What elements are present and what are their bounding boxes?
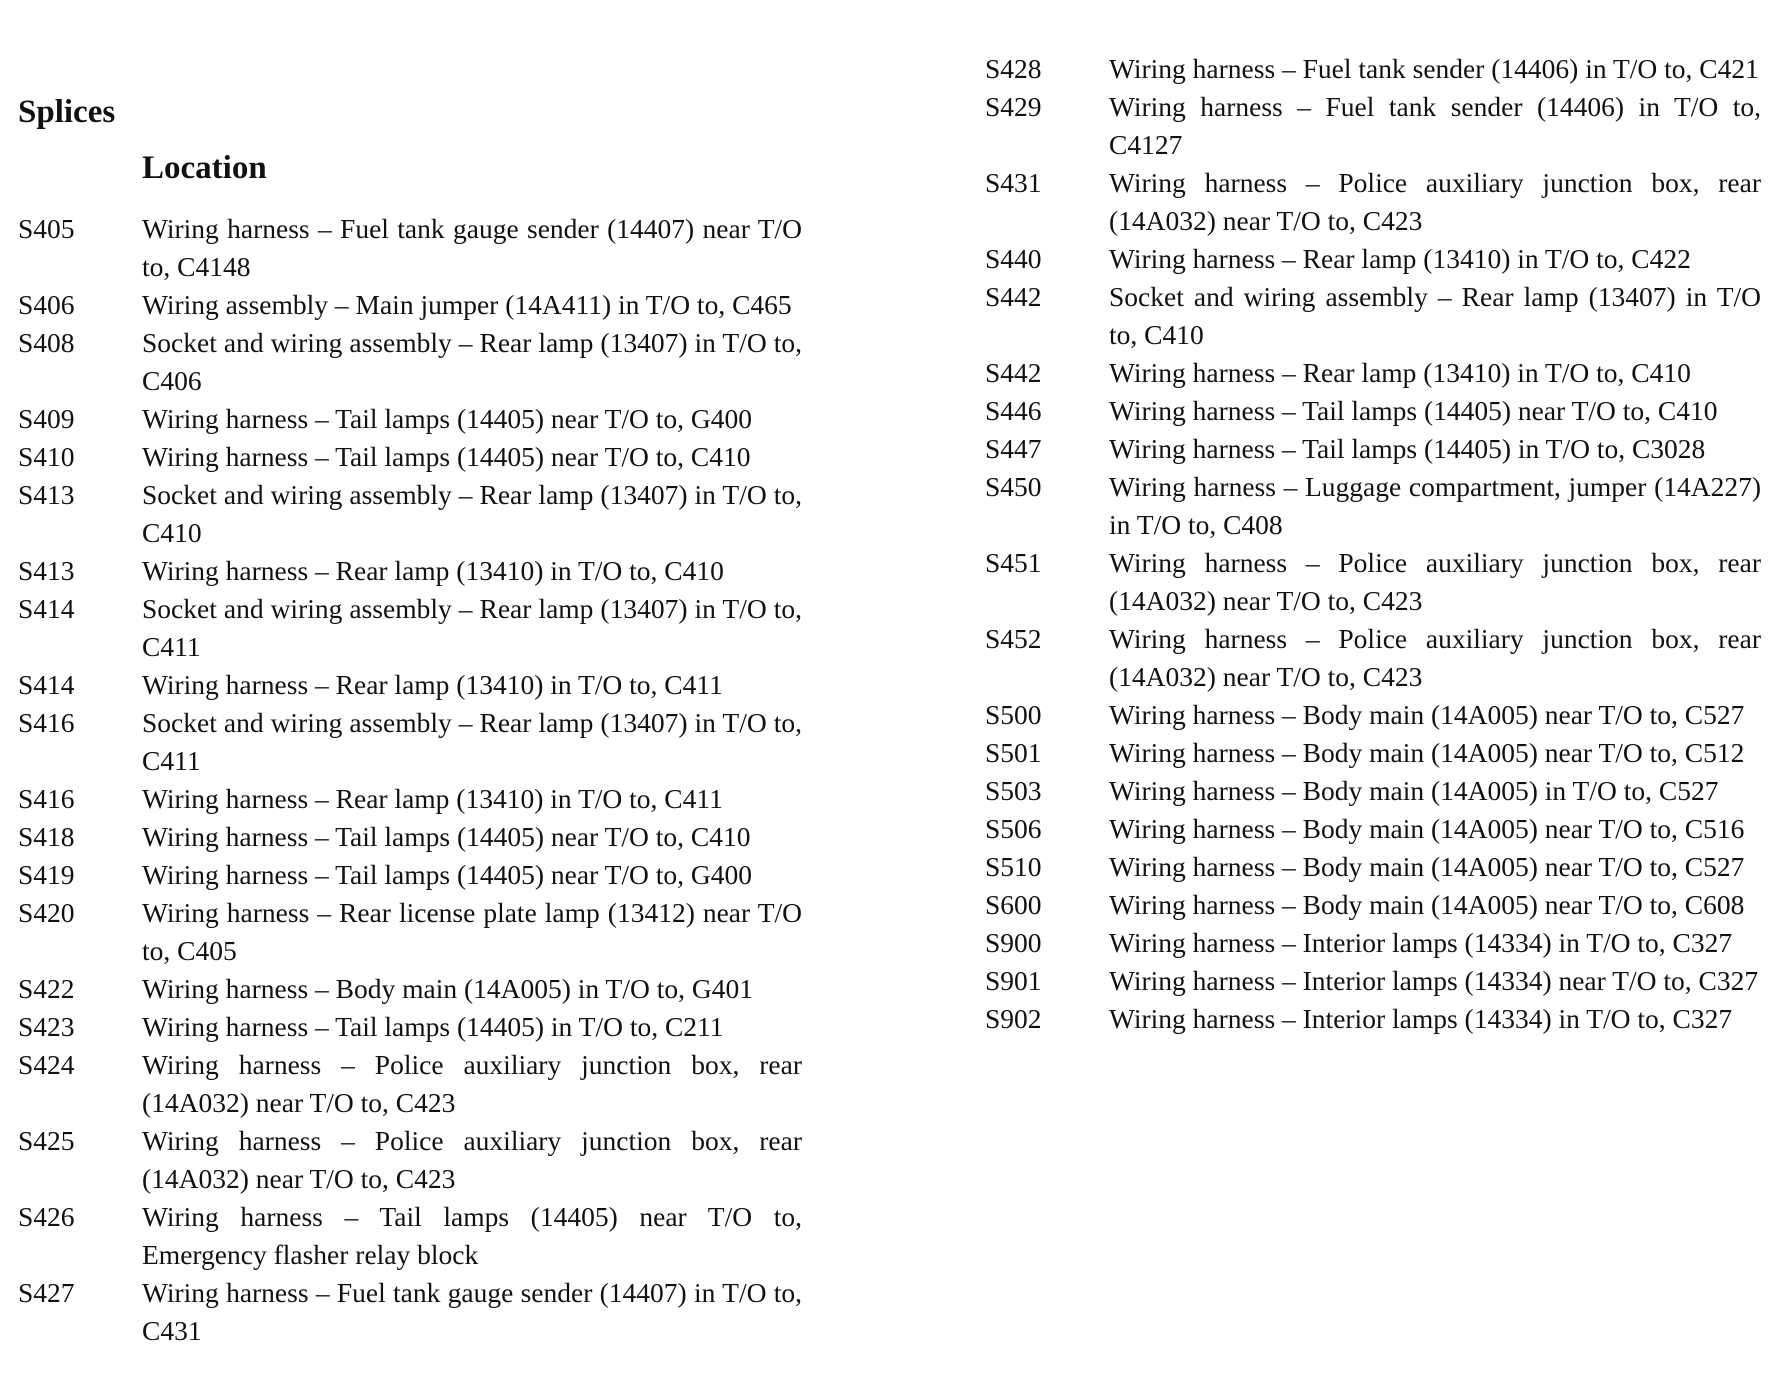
splice-location: Wiring harness – Rear lamp (13410) in T/O to, C411 bbox=[142, 669, 723, 700]
splice-location: Socket and wiring assembly – Rear lamp (13407) in T/O to, C406 bbox=[142, 327, 802, 396]
splice-location: Socket and wiring assembly – Rear lamp (13407) in T/O to, C411 bbox=[142, 593, 802, 662]
splice-location: Wiring harness – Body main (14A005) in T/O to, C527 bbox=[1109, 775, 1719, 806]
splice-list-right bbox=[985, 50, 1761, 1038]
splice-entry bbox=[18, 286, 802, 324]
splice-entry bbox=[985, 164, 1761, 240]
splice-code: S442 bbox=[985, 281, 1042, 312]
splice-location: Wiring harness – Fuel tank gauge sender (14407) in T/O to, C431 bbox=[142, 1277, 802, 1346]
splice-location: Wiring harness – Fuel tank gauge sender (14407) near T/O to, C4148 bbox=[142, 213, 802, 282]
splice-entry bbox=[18, 400, 802, 438]
splice-location: Wiring harness – Fuel tank sender (14406) in T/O to, C4127 bbox=[1109, 91, 1761, 160]
splice-code: S420 bbox=[18, 897, 75, 928]
location-column-heading: Location bbox=[142, 150, 267, 186]
splice-code: S414 bbox=[18, 593, 75, 624]
splice-location: Wiring harness – Tail lamps (14405) in T/O to, C211 bbox=[142, 1011, 724, 1042]
splice-entry bbox=[985, 544, 1761, 620]
splice-entry bbox=[18, 324, 802, 400]
splice-entry bbox=[985, 848, 1761, 886]
splice-code: S414 bbox=[18, 669, 75, 700]
splice-entry bbox=[18, 1122, 802, 1198]
splice-code: S446 bbox=[985, 395, 1042, 426]
splice-code: S510 bbox=[985, 851, 1042, 882]
splice-entry bbox=[18, 1008, 802, 1046]
splice-location: Wiring harness – Tail lamps (14405) near T/O to, G400 bbox=[142, 859, 753, 890]
splice-location: Wiring harness – Tail lamps (14405) near T/O to, C410 bbox=[1109, 395, 1718, 426]
splice-code: S422 bbox=[18, 973, 75, 1004]
splice-location: Wiring harness – Body main (14A005) in T/O to, G401 bbox=[142, 973, 753, 1004]
splice-code: S410 bbox=[18, 441, 75, 472]
splice-code: S450 bbox=[985, 471, 1042, 502]
splice-code: S501 bbox=[985, 737, 1042, 768]
splice-location: Wiring harness – Body main (14A005) near T/O to, C516 bbox=[1109, 813, 1745, 844]
splice-location: Wiring harness – Rear lamp (13410) in T/O to, C410 bbox=[1109, 357, 1691, 388]
splice-code: S408 bbox=[18, 327, 75, 358]
splice-location: Wiring harness – Police auxiliary junction box, rear (14A032) near T/O to, C423 bbox=[1109, 547, 1761, 616]
splice-code: S426 bbox=[18, 1201, 75, 1232]
splice-code: S413 bbox=[18, 479, 75, 510]
splice-code: S416 bbox=[18, 707, 75, 738]
splice-entry bbox=[985, 240, 1761, 278]
splice-entry bbox=[18, 438, 802, 476]
splice-location: Wiring harness – Fuel tank sender (14406) in T/O to, C421 bbox=[1109, 53, 1759, 84]
splice-location: Wiring harness – Police auxiliary junction box, rear (14A032) near T/O to, C423 bbox=[142, 1049, 802, 1118]
splice-entry bbox=[18, 1046, 802, 1122]
splice-code: S447 bbox=[985, 433, 1042, 464]
splice-code: S413 bbox=[18, 555, 75, 586]
splice-entry bbox=[985, 924, 1761, 962]
splice-entry bbox=[985, 392, 1761, 430]
splice-location: Wiring harness – Body main (14A005) near T/O to, C512 bbox=[1109, 737, 1745, 768]
splice-entry bbox=[985, 88, 1761, 164]
splice-entry bbox=[18, 894, 802, 970]
splice-code: S427 bbox=[18, 1277, 75, 1308]
splice-entry bbox=[985, 772, 1761, 810]
splice-location: Socket and wiring assembly – Rear lamp (13407) in T/O to, C410 bbox=[142, 479, 802, 548]
splice-location: Wiring harness – Police auxiliary junction box, rear (14A032) near T/O to, C423 bbox=[1109, 623, 1761, 692]
splice-code: S902 bbox=[985, 1003, 1042, 1034]
splice-entry bbox=[985, 430, 1761, 468]
splice-entry bbox=[985, 50, 1761, 88]
splice-entry bbox=[985, 278, 1761, 354]
splice-location: Wiring harness – Interior lamps (14334) near T/O to, C327 bbox=[1109, 965, 1759, 996]
splice-location: Socket and wiring assembly – Rear lamp (13407) in T/O to, C411 bbox=[142, 707, 802, 776]
splice-entry bbox=[18, 704, 802, 780]
splice-code: S428 bbox=[985, 53, 1042, 84]
splice-location: Socket and wiring assembly – Rear lamp (13407) in T/O to, C410 bbox=[1109, 281, 1761, 350]
splice-code: S451 bbox=[985, 547, 1042, 578]
splice-location: Wiring harness – Rear lamp (13410) in T/O to, C410 bbox=[142, 555, 724, 586]
splice-entry bbox=[18, 780, 802, 818]
splice-entry bbox=[18, 590, 802, 666]
splice-entry bbox=[18, 970, 802, 1008]
splice-code: S600 bbox=[985, 889, 1042, 920]
splice-location: Wiring harness – Police auxiliary junction box, rear (14A032) near T/O to, C423 bbox=[142, 1125, 802, 1194]
section-title: Splices bbox=[18, 94, 116, 130]
splice-entry bbox=[18, 476, 802, 552]
splice-location: Wiring harness – Interior lamps (14334) in T/O to, C327 bbox=[1109, 927, 1733, 958]
splice-code: S440 bbox=[985, 243, 1042, 274]
splice-entry bbox=[985, 354, 1761, 392]
splice-code: S431 bbox=[985, 167, 1042, 198]
splice-entry bbox=[985, 696, 1761, 734]
splice-code: S506 bbox=[985, 813, 1042, 844]
splice-code: S416 bbox=[18, 783, 75, 814]
splice-location: Wiring harness – Tail lamps (14405) near T/O to, G400 bbox=[142, 403, 753, 434]
splice-code: S452 bbox=[985, 623, 1042, 654]
splice-location: Wiring harness – Body main (14A005) near T/O to, C527 bbox=[1109, 851, 1745, 882]
splice-list-left bbox=[18, 210, 802, 1350]
splice-location: Wiring harness – Body main (14A005) near T/O to, C527 bbox=[1109, 699, 1745, 730]
splice-location: Wiring harness – Rear lamp (13410) in T/O to, C422 bbox=[1109, 243, 1691, 274]
splice-code: S424 bbox=[18, 1049, 75, 1080]
splice-code: S500 bbox=[985, 699, 1042, 730]
splice-location: Wiring harness – Luggage compartment, jumper (14A227) in T/O to, C408 bbox=[1109, 471, 1761, 540]
splice-code: S423 bbox=[18, 1011, 75, 1042]
splice-code: S425 bbox=[18, 1125, 75, 1156]
splice-entry bbox=[18, 210, 802, 286]
splice-entry bbox=[985, 1000, 1761, 1038]
splice-location: Wiring harness – Body main (14A005) near T/O to, C608 bbox=[1109, 889, 1745, 920]
splice-location: Wiring harness – Rear license plate lamp (13412) near T/O to, C405 bbox=[142, 897, 802, 966]
splice-location: Wiring harness – Tail lamps (14405) near T/O to, C410 bbox=[142, 821, 751, 852]
splice-code: S406 bbox=[18, 289, 75, 320]
splice-entry bbox=[18, 856, 802, 894]
splice-location: Wiring harness – Tail lamps (14405) near T/O to, C410 bbox=[142, 441, 751, 472]
splice-entry bbox=[18, 818, 802, 856]
splice-code: S901 bbox=[985, 965, 1042, 996]
splice-location: Wiring harness – Interior lamps (14334) in T/O to, C327 bbox=[1109, 1003, 1733, 1034]
splice-code: S405 bbox=[18, 213, 75, 244]
splice-code: S418 bbox=[18, 821, 75, 852]
splice-entry bbox=[18, 666, 802, 704]
splice-entry bbox=[985, 468, 1761, 544]
splice-entry bbox=[985, 962, 1761, 1000]
splice-code: S409 bbox=[18, 403, 75, 434]
splice-code: S429 bbox=[985, 91, 1042, 122]
splice-entry bbox=[985, 886, 1761, 924]
splice-code: S419 bbox=[18, 859, 75, 890]
splice-entry bbox=[18, 552, 802, 590]
splice-location: Wiring harness – Tail lamps (14405) in T/O to, C3028 bbox=[1109, 433, 1706, 464]
splice-location: Wiring harness – Tail lamps (14405) near T/O to, Emergency flasher relay block bbox=[142, 1201, 802, 1270]
splice-code: S442 bbox=[985, 357, 1042, 388]
splice-code: S900 bbox=[985, 927, 1042, 958]
splice-entry bbox=[18, 1274, 802, 1350]
splice-entry bbox=[985, 810, 1761, 848]
splice-location: Wiring assembly – Main jumper (14A411) in T/O to, C465 bbox=[142, 289, 792, 320]
splice-location: Wiring harness – Rear lamp (13410) in T/O to, C411 bbox=[142, 783, 723, 814]
splice-entry bbox=[18, 1198, 802, 1274]
splice-entry bbox=[985, 620, 1761, 696]
splice-location: Wiring harness – Police auxiliary junction box, rear (14A032) near T/O to, C423 bbox=[1109, 167, 1761, 236]
splice-code: S503 bbox=[985, 775, 1042, 806]
splice-entry bbox=[985, 734, 1761, 772]
